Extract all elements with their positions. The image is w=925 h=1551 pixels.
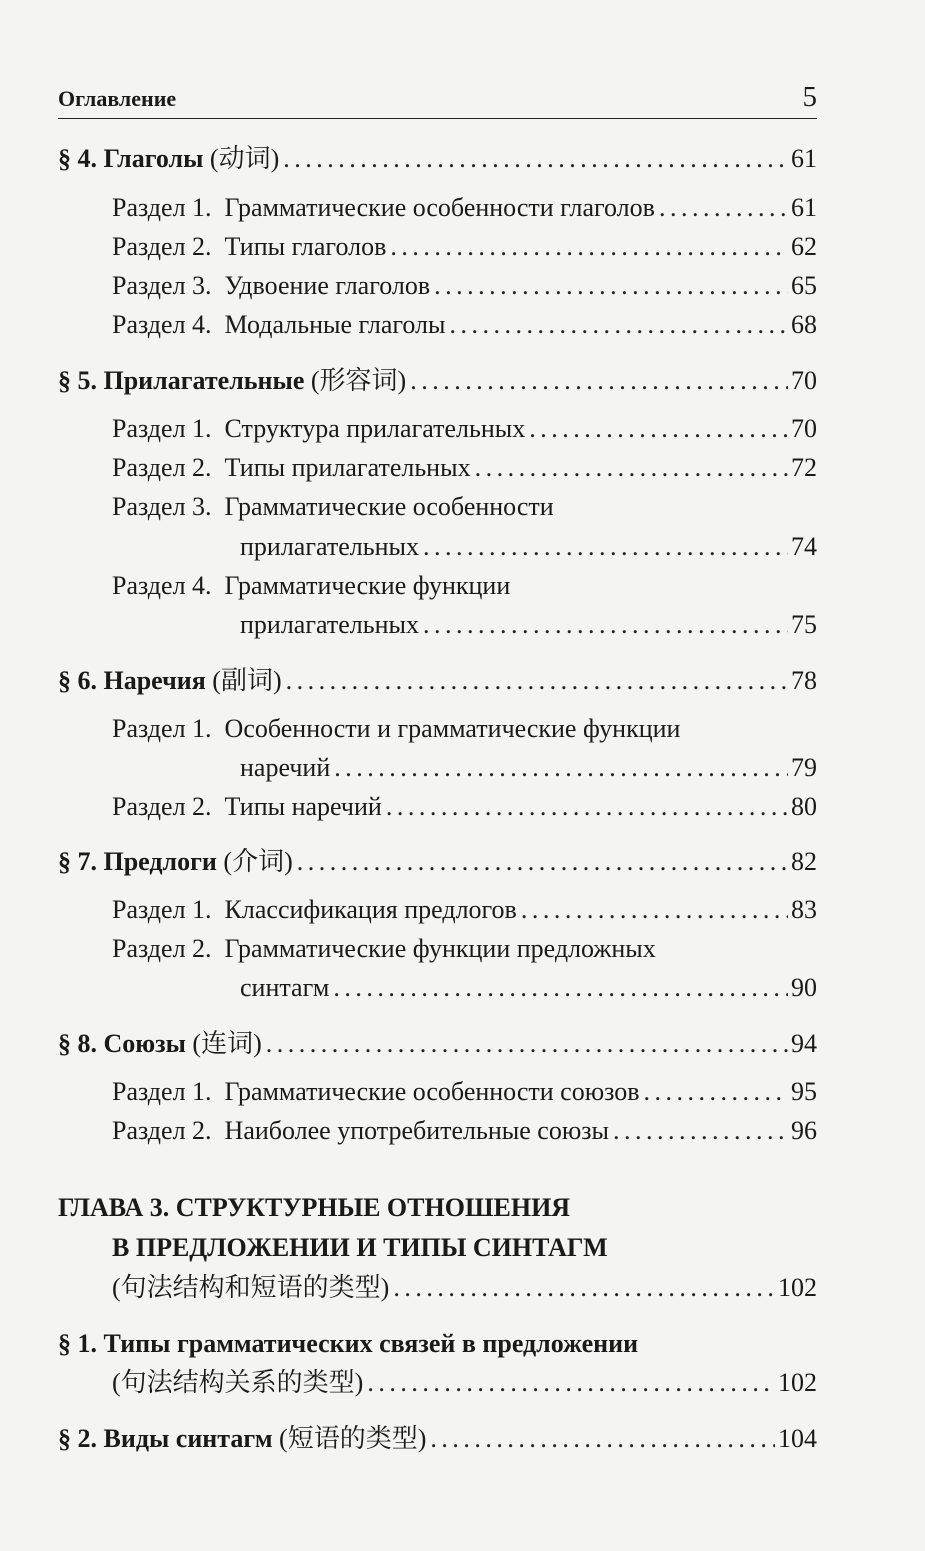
page-number: 65 <box>791 271 817 300</box>
section-chinese-title: (形容词) <box>310 366 407 395</box>
dot-leader <box>367 1366 775 1400</box>
toc-item-continuation[interactable] <box>240 530 817 564</box>
page-number: 94 <box>791 1029 817 1058</box>
header-page-number: 5 <box>802 81 817 113</box>
toc-section-5[interactable] <box>58 364 817 398</box>
page-number: 75 <box>791 610 817 639</box>
section-title: Типы грамматических связей в предложении <box>103 1329 639 1358</box>
toc-item-first-line[interactable] <box>112 712 680 746</box>
item-label: Раздел 2. <box>112 792 212 821</box>
section-chinese-title: (动词) <box>209 144 280 173</box>
page-number: 68 <box>791 310 817 339</box>
item-title: Особенности и грамматические функции <box>224 714 681 743</box>
toc-item[interactable] <box>112 412 817 446</box>
toc-section-4[interactable] <box>58 142 817 176</box>
chapter-chinese-title: (句法结构和短语的类型) <box>112 1273 390 1302</box>
section-title: Глаголы <box>103 144 204 173</box>
item-label: Раздел 1. <box>112 895 212 924</box>
section-title: Наречия <box>103 666 206 695</box>
toc-item[interactable] <box>112 790 817 824</box>
section-title: Предлоги <box>103 847 217 876</box>
section-chinese-title: (短语的类型) <box>279 1424 427 1453</box>
toc-item-first-line[interactable] <box>112 569 510 603</box>
toc-section-7[interactable] <box>58 845 817 879</box>
dot-leader <box>521 893 788 927</box>
page-number: 74 <box>791 532 817 561</box>
page-number: 96 <box>791 1116 817 1145</box>
toc-item-continuation[interactable] <box>240 608 817 642</box>
item-title: Грамматические особенности союзов <box>224 1077 640 1106</box>
section-chinese-title: (句法结构关系的类型) <box>112 1368 364 1397</box>
item-title: Типы наречий <box>224 792 382 821</box>
dot-leader <box>475 451 788 485</box>
item-label: Раздел 3. <box>112 271 212 300</box>
toc-item[interactable] <box>112 230 817 264</box>
toc-item[interactable] <box>112 451 817 485</box>
page-number: 102 <box>778 1368 817 1397</box>
item-title: Модальные глаголы <box>224 310 446 339</box>
item-label: Раздел 1. <box>112 414 212 443</box>
item-label: Раздел 3. <box>112 492 212 521</box>
dot-leader <box>659 191 788 225</box>
page-number: 62 <box>791 232 817 261</box>
section-number: § 2. <box>58 1424 97 1453</box>
dot-leader <box>423 608 788 642</box>
toc-item[interactable] <box>112 1114 817 1148</box>
toc-item[interactable] <box>112 893 817 927</box>
dot-leader <box>613 1114 788 1148</box>
item-title: Типы прилагательных <box>224 453 471 482</box>
dot-leader <box>286 664 788 698</box>
section-title: Прилагательные <box>103 366 305 395</box>
item-title: Грамматические функции <box>224 571 511 600</box>
item-label: Раздел 2. <box>112 934 212 963</box>
item-label: Раздел 1. <box>112 714 212 743</box>
dot-leader <box>390 230 788 264</box>
header-title: Оглавление <box>58 86 177 111</box>
page-number: 83 <box>791 895 817 924</box>
dot-leader <box>410 364 788 398</box>
section-chinese-title: (副词) <box>212 666 282 695</box>
section-number: § 1. <box>58 1329 97 1358</box>
section-number: § 7. <box>58 847 97 876</box>
page-number: 78 <box>791 666 817 695</box>
item-label: Раздел 2. <box>112 453 212 482</box>
item-title-continued: прилагательных <box>240 532 419 561</box>
section-title: Союзы <box>103 1029 186 1058</box>
page-number: 61 <box>791 193 817 222</box>
item-title-continued: синтагм <box>240 973 330 1002</box>
item-label: Раздел 2. <box>112 1116 212 1145</box>
dot-leader <box>434 269 788 303</box>
dot-leader <box>334 751 788 785</box>
dot-leader <box>423 530 788 564</box>
item-label: Раздел 1. <box>112 1077 212 1106</box>
toc-section-1-title[interactable] <box>58 1327 638 1361</box>
page-number: 79 <box>791 753 817 782</box>
item-label: Раздел 1. <box>112 193 212 222</box>
item-title: Грамматические особенности <box>224 492 554 521</box>
item-label: Раздел 4. <box>112 571 212 600</box>
section-chinese-title: (介词) <box>223 847 293 876</box>
running-header <box>58 78 817 119</box>
toc-section-1[interactable] <box>112 1366 817 1400</box>
item-label: Раздел 2. <box>112 232 212 261</box>
section-title: Виды синтагм <box>103 1424 273 1453</box>
item-title-continued: наречий <box>240 753 331 782</box>
section-number: § 6. <box>58 666 97 695</box>
item-title: Грамматические особенности глаголов <box>224 193 655 222</box>
item-title: Классификация предлогов <box>224 895 517 924</box>
toc-item[interactable] <box>112 191 817 225</box>
chapter-title-line-1[interactable]: ГЛАВА 3. СТРУКТУРНЫЕ ОТНОШЕНИЯ <box>58 1193 571 1222</box>
toc-item[interactable] <box>112 1075 817 1109</box>
toc-section-8[interactable] <box>58 1027 817 1061</box>
section-number: § 8. <box>58 1029 97 1058</box>
item-title: Структура прилагательных <box>224 414 526 443</box>
dot-leader <box>393 1271 775 1305</box>
toc-item-first-line[interactable] <box>112 490 554 524</box>
item-title: Наиболее употребительные союзы <box>224 1116 610 1145</box>
toc-chapter-3[interactable] <box>112 1271 817 1305</box>
toc-item-continuation[interactable] <box>240 751 817 785</box>
section-number: § 4. <box>58 144 97 173</box>
item-label: Раздел 4. <box>112 310 212 339</box>
dot-leader <box>266 1027 788 1061</box>
toc-item[interactable] <box>112 269 817 303</box>
page-number: 70 <box>791 366 817 395</box>
dot-leader <box>386 790 788 824</box>
toc-item-first-line[interactable] <box>112 932 656 966</box>
item-title: Удвоение глаголов <box>224 271 431 300</box>
dot-leader <box>283 142 788 176</box>
page-number: 70 <box>791 414 817 443</box>
dot-leader <box>297 845 788 879</box>
chapter-title-line-2[interactable]: В ПРЕДЛОЖЕНИИ И ТИПЫ СИНТАГМ <box>112 1233 608 1262</box>
item-title: Типы глаголов <box>224 232 387 261</box>
toc-section-6[interactable] <box>58 664 817 698</box>
dot-leader <box>333 971 788 1005</box>
page-number: 82 <box>791 847 817 876</box>
toc-section-2[interactable] <box>58 1422 817 1456</box>
page-number: 80 <box>791 792 817 821</box>
page-number: 95 <box>791 1077 817 1106</box>
item-title-continued: прилагательных <box>240 610 419 639</box>
toc-item-continuation[interactable] <box>240 971 817 1005</box>
dot-leader <box>644 1075 788 1109</box>
section-chinese-title: (连词) <box>192 1029 262 1058</box>
dot-leader <box>450 308 789 342</box>
dot-leader <box>430 1422 775 1456</box>
page-number: 61 <box>791 144 817 173</box>
toc-item[interactable] <box>112 308 817 342</box>
page-number: 104 <box>778 1424 817 1453</box>
section-number: § 5. <box>58 366 97 395</box>
page-number: 102 <box>778 1273 817 1302</box>
item-title: Грамматические функции предложных <box>224 934 656 963</box>
page-number: 90 <box>791 973 817 1002</box>
dot-leader <box>529 412 788 446</box>
page-number: 72 <box>791 453 817 482</box>
